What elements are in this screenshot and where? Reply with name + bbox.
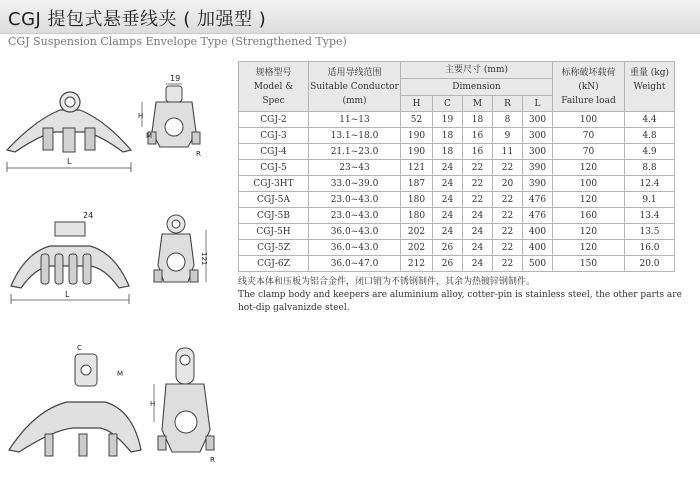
table-cell: 22: [463, 192, 493, 208]
dim-label-121: 121: [200, 252, 208, 266]
page-subtitle: CGJ Suspension Clamps Envelope Type (Strengthened Type): [8, 35, 347, 48]
table-cell: 190: [401, 144, 433, 160]
table-cell: 120: [553, 160, 625, 176]
table-cell: 23~43: [309, 160, 401, 176]
table-cell: 202: [401, 240, 433, 256]
table-cell: 13.1~18.0: [309, 128, 401, 144]
table-cell: 24: [463, 208, 493, 224]
table-cell: CGJ-5: [239, 160, 309, 176]
spec-table-body: [239, 112, 675, 272]
col-header-conductor: [309, 62, 401, 112]
col-header-m: M: [463, 96, 493, 112]
table-cell: 300: [523, 144, 553, 160]
clamp-side-view-1: [138, 72, 208, 172]
table-cell: 9.1: [625, 192, 675, 208]
table-cell: 150: [553, 256, 625, 272]
table-cell: 18: [463, 112, 493, 128]
table-row: [239, 192, 675, 208]
table-cell: 187: [401, 176, 433, 192]
table-cell: 26: [433, 240, 463, 256]
table-cell: 18: [433, 128, 463, 144]
table-cell: 24: [433, 160, 463, 176]
table-cell: 300: [523, 128, 553, 144]
table-row: [239, 176, 675, 192]
table-cell: 100: [553, 112, 625, 128]
table-cell: 300: [523, 112, 553, 128]
table-cell: 13.5: [625, 224, 675, 240]
table-cell: 4.8: [625, 128, 675, 144]
table-cell: 23.0~43.0: [309, 192, 401, 208]
col-header-weight: [625, 62, 675, 112]
table-cell: 24: [463, 256, 493, 272]
table-cell: 8.8: [625, 160, 675, 176]
table-cell: 13.4: [625, 208, 675, 224]
table-cell: 24: [463, 224, 493, 240]
table-cell: 476: [523, 192, 553, 208]
col-header-weight-en: Weight: [633, 81, 666, 92]
table-cell: 11: [493, 144, 523, 160]
clamp-side-view-2: [148, 210, 218, 305]
table-cell: 4.9: [625, 144, 675, 160]
table-cell: 16.0: [625, 240, 675, 256]
dim-label-c: C: [77, 344, 82, 352]
col-header-load: [553, 62, 625, 112]
table-cell: CGJ-6Z: [239, 256, 309, 272]
col-header-h: H: [401, 96, 433, 112]
col-header-model-cn: 规格型号: [255, 67, 292, 78]
table-cell: 400: [523, 240, 553, 256]
table-cell: 36.0~47.0: [309, 256, 401, 272]
table-cell: 500: [523, 256, 553, 272]
table-row: [239, 144, 675, 160]
col-header-load-cn: 标称破坏载荷: [561, 67, 616, 78]
table-cell: 100: [553, 176, 625, 192]
table-cell: 120: [553, 240, 625, 256]
table-cell: 190: [401, 128, 433, 144]
table-cell: 20.0: [625, 256, 675, 272]
col-header-dimension-en: Dimension: [401, 79, 553, 96]
title-bar: [0, 0, 700, 34]
table-cell: CGJ-5H: [239, 224, 309, 240]
col-header-conductor-en1: Suitable Conductor: [310, 81, 399, 92]
table-cell: 120: [553, 224, 625, 240]
table-row: [239, 112, 675, 128]
table-cell: CGJ-5Z: [239, 240, 309, 256]
table-cell: 24: [433, 208, 463, 224]
table-cell: 21.1~23.0: [309, 144, 401, 160]
table-cell: 8: [493, 112, 523, 128]
table-cell: 36.0~43.0: [309, 224, 401, 240]
table-cell: 120: [553, 192, 625, 208]
material-note-cn: 线夹本体和压板为铝合金件，闭口销为不锈钢制件，其余为热镀锌钢制件。: [238, 277, 536, 287]
table-cell: CGJ-5B: [239, 208, 309, 224]
table-cell: 9: [493, 128, 523, 144]
dim-label-m-1: M: [146, 132, 153, 140]
table-cell: 22: [493, 192, 523, 208]
table-cell: 476: [523, 208, 553, 224]
table-cell: 12.4: [625, 176, 675, 192]
clamp-front-view-3: [5, 340, 145, 480]
col-header-r: R: [493, 96, 523, 112]
table-cell: 202: [401, 224, 433, 240]
col-header-dimension-cn: 主要尺寸 (mm): [401, 62, 553, 79]
table-row: [239, 256, 675, 272]
table-cell: 26: [433, 256, 463, 272]
dim-label-l-1: L: [67, 157, 72, 166]
table-row: [239, 128, 675, 144]
table-cell: 36.0~43.0: [309, 240, 401, 256]
table-cell: 24: [433, 176, 463, 192]
table-cell: 4.4: [625, 112, 675, 128]
table-cell: 160: [553, 208, 625, 224]
clamp-front-view-2: [5, 208, 135, 308]
table-row: [239, 224, 675, 240]
table-cell: 22: [493, 208, 523, 224]
col-header-weight-cn: 重量 (kg): [629, 67, 670, 78]
col-header-conductor-en2: (mm): [342, 95, 367, 106]
table-cell: 23.0~43.0: [309, 208, 401, 224]
table-cell: 22: [463, 160, 493, 176]
table-cell: 24: [433, 192, 463, 208]
col-header-model-en1: Model &: [253, 81, 294, 92]
table-cell: CGJ-5A: [239, 192, 309, 208]
table-cell: 24: [463, 240, 493, 256]
col-header-model-en2: Spec: [262, 95, 285, 106]
clamp-side-view-3: [150, 340, 225, 475]
table-cell: 18: [433, 144, 463, 160]
material-note-en: The clamp body and keepers are aluminium alloy, cotter-pin is stainless steel, the other parts are hot-dip galvanizde steel.: [238, 290, 682, 313]
spec-table: [238, 61, 675, 272]
clamp-front-view-1: [5, 80, 135, 175]
dim-label-r-1: R: [196, 150, 201, 158]
table-cell: 22: [463, 176, 493, 192]
dim-label-19: 19: [170, 74, 181, 83]
table-row: [239, 208, 675, 224]
table-cell: 20: [493, 176, 523, 192]
table-cell: 24: [433, 224, 463, 240]
col-header-l: L: [523, 96, 553, 112]
col-header-conductor-cn: 适用导线范围: [327, 67, 382, 78]
table-cell: CGJ-4: [239, 144, 309, 160]
dim-label-24: 24: [83, 211, 94, 220]
table-cell: 22: [493, 224, 523, 240]
col-header-c: C: [433, 96, 463, 112]
col-header-model: [239, 62, 309, 112]
dim-label-m-3: M: [117, 370, 124, 378]
dim-label-r-3: R: [210, 456, 215, 464]
table-cell: 16: [463, 144, 493, 160]
table-cell: 390: [523, 160, 553, 176]
table-cell: 22: [493, 240, 523, 256]
table-cell: 52: [401, 112, 433, 128]
table-cell: 180: [401, 208, 433, 224]
table-cell: 70: [553, 144, 625, 160]
table-cell: 16: [463, 128, 493, 144]
page-title: CGJ 提包式悬垂线夹 ( 加强型 ): [8, 9, 267, 30]
table-cell: 70: [553, 128, 625, 144]
table-cell: 22: [493, 256, 523, 272]
table-row: [239, 160, 675, 176]
table-cell: CGJ-3: [239, 128, 309, 144]
material-note: [238, 276, 700, 315]
table-cell: 212: [401, 256, 433, 272]
table-cell: 22: [493, 160, 523, 176]
col-header-load-en2: Failure load: [561, 95, 616, 106]
table-cell: 11~13: [309, 112, 401, 128]
table-cell: CGJ-3HT: [239, 176, 309, 192]
table-row: [239, 240, 675, 256]
table-cell: 390: [523, 176, 553, 192]
table-cell: CGJ-2: [239, 112, 309, 128]
table-cell: 121: [401, 160, 433, 176]
dim-label-h-3: H: [150, 400, 156, 408]
table-cell: 180: [401, 192, 433, 208]
table-cell: 400: [523, 224, 553, 240]
dim-label-l-2: L: [65, 290, 70, 299]
dim-label-h-1: H: [138, 112, 144, 120]
table-cell: 33.0~39.0: [309, 176, 401, 192]
table-cell: 19: [433, 112, 463, 128]
col-header-load-en1: (kN): [578, 81, 599, 92]
